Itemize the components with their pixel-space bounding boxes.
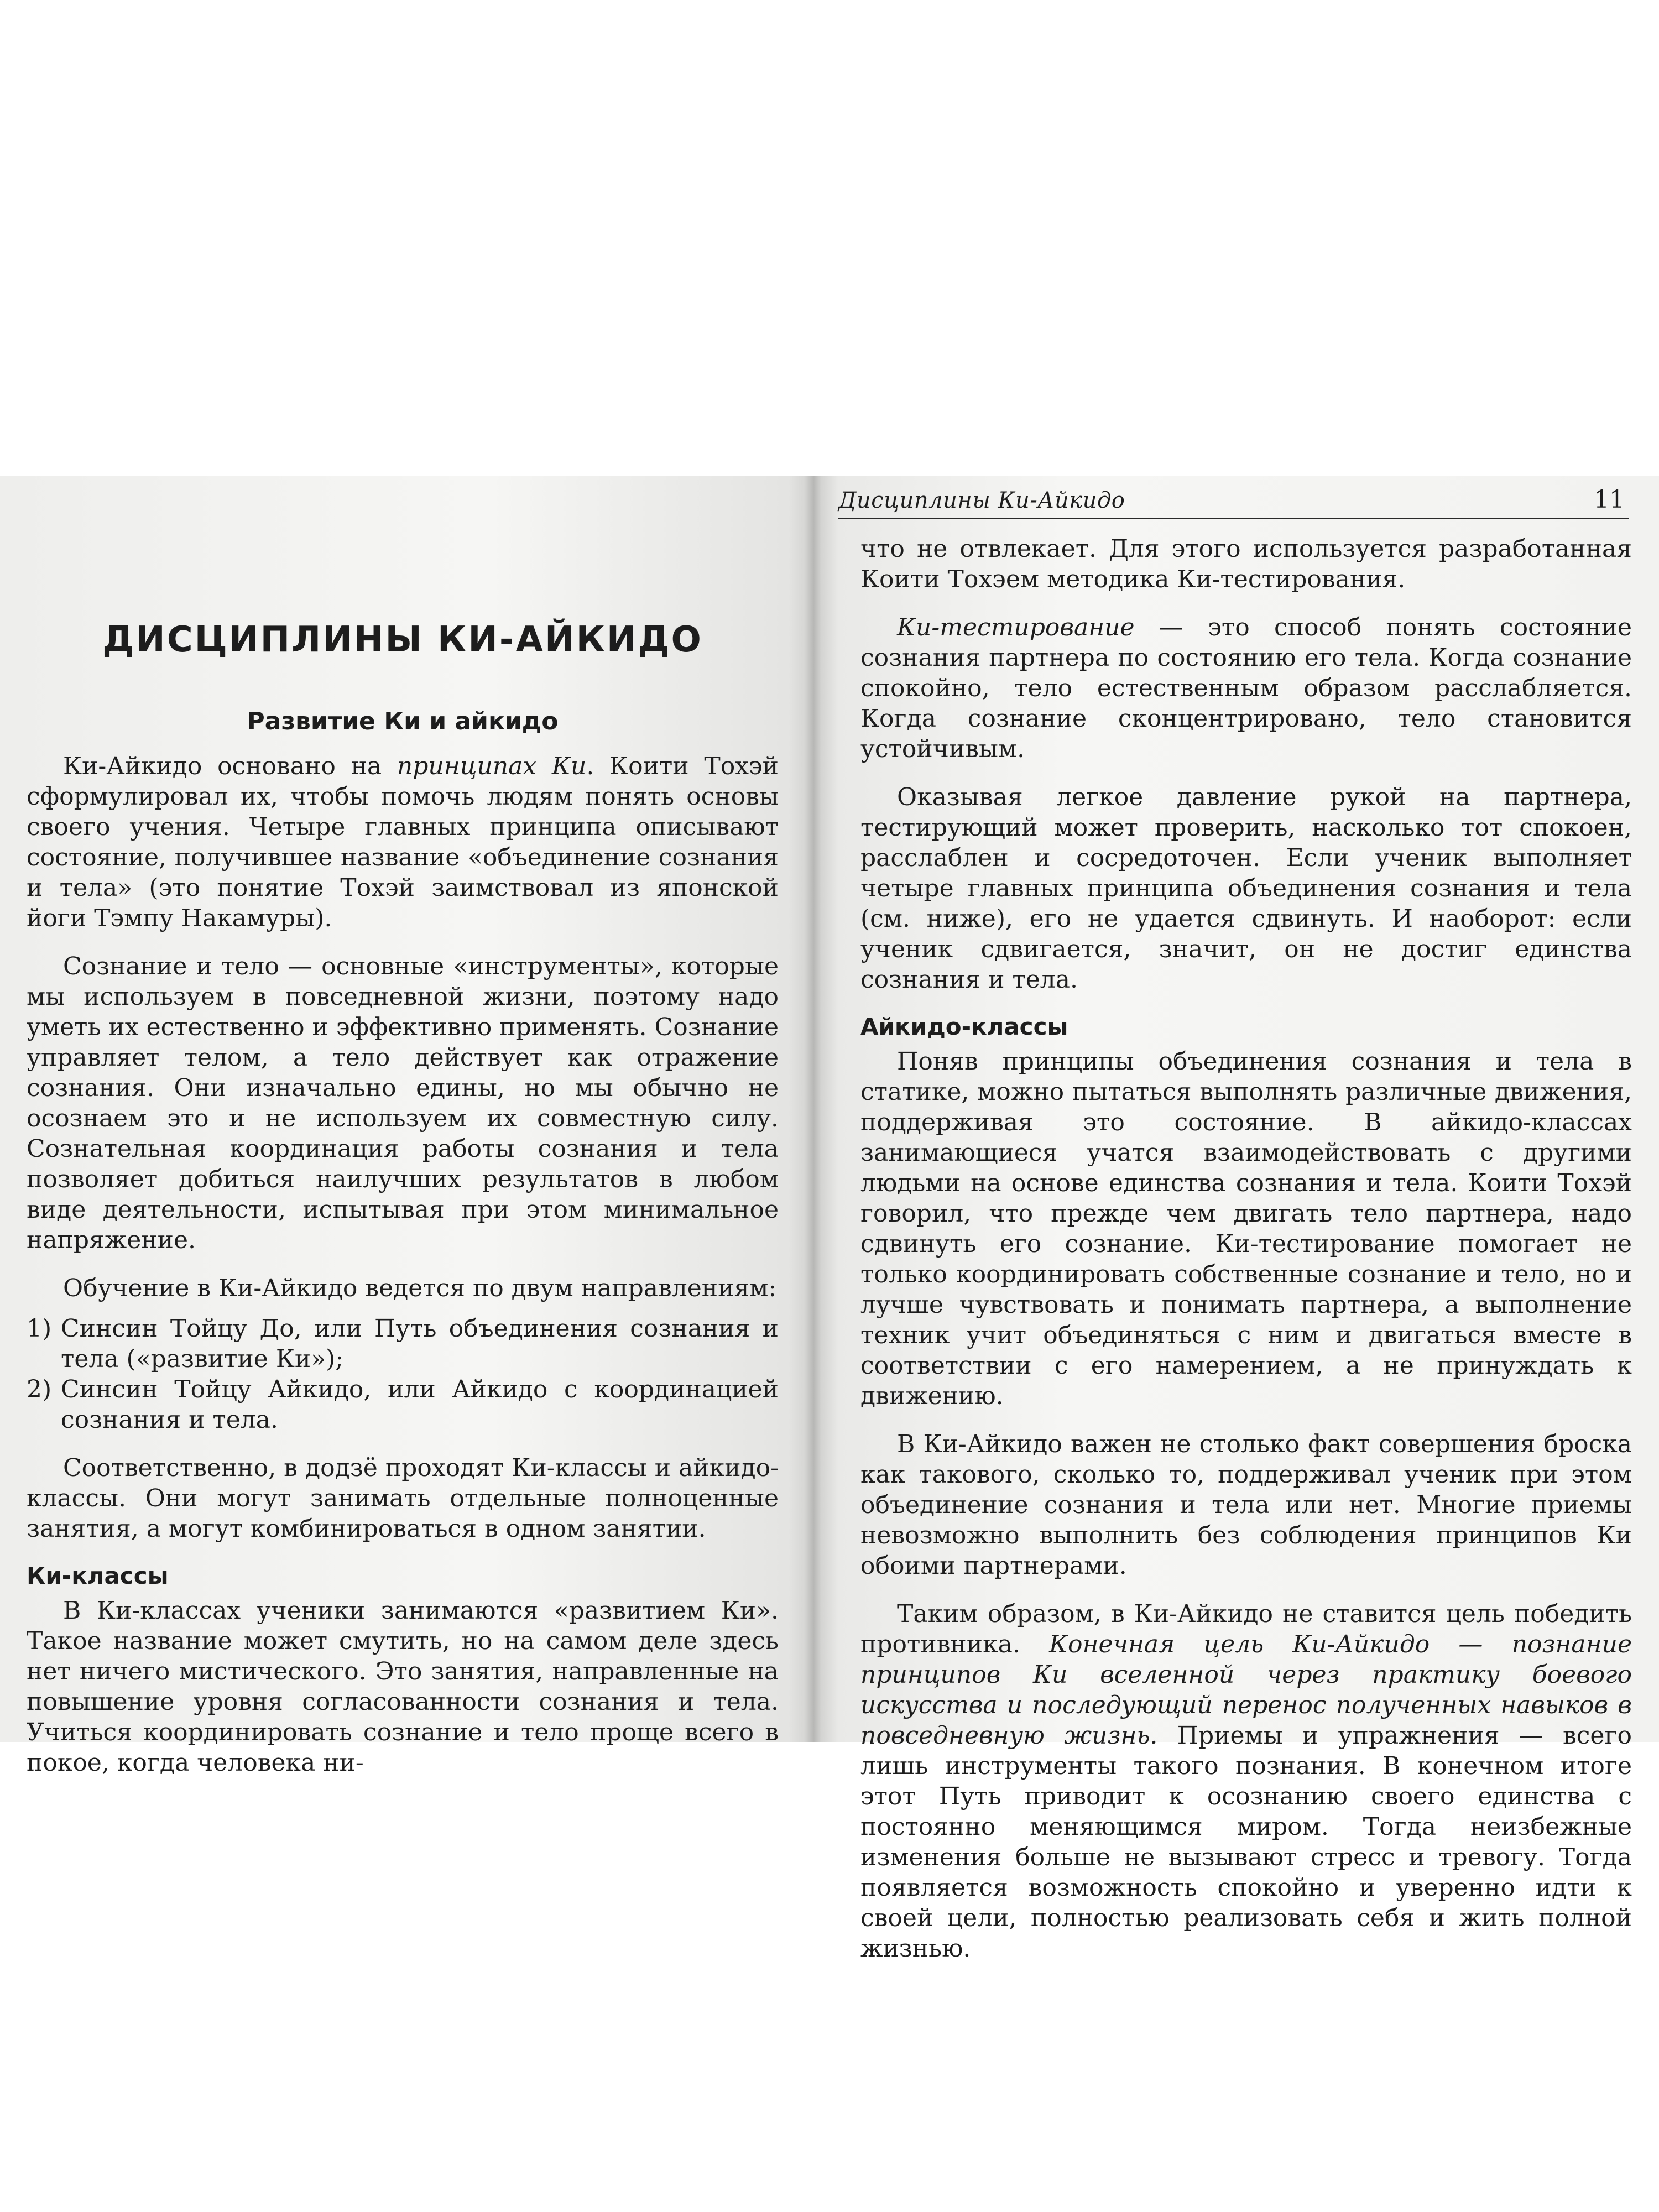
running-title: Дисциплины Ки-Айкидо <box>838 488 1125 513</box>
right-page <box>813 476 1659 1963</box>
italic-emphasis: Конечная цель Ки-Айкидо — познание принципов Ки вселенной через практику боевого искусства и последующий перенос полученных навыков в повседневную жизнь. <box>860 1630 1632 1750</box>
text-run: Таким образом, в Ки-Айкидо не ставится цель победить противника. <box>860 1600 1632 1658</box>
text-run: Ки-Айкидо основано на <box>63 752 397 780</box>
running-header <box>838 484 1629 519</box>
list-item <box>27 1374 779 1435</box>
paragraph: Оказывая легкое давление рукой на партнера, тестирующий может проверить, насколько тот спокоен, расслаблен и сосредоточен. Если ученик выполняет четыре главных принципа объединения сознания и тела (см. ниже), его не удается сдвинуть. И наоборот: если ученик сдвигается, значит, он не достиг единства сознания и тела. <box>860 783 1632 994</box>
paragraph: В Ки-Айкидо важен не столько факт совершения броска как такового, сколько то, поддерживал ученик при этом объединение сознания и тела или нет. Многие приемы невозможно выполнить без соблюдения принципов Ки обоими партнерами. <box>860 1430 1632 1580</box>
paragraph: Сознание и тело — основные «инструменты», которые мы используем в повседневной жизни, поэтому надо уметь их естественно и эффективно применять. Сознание управляет телом, а тело действует как отражение сознания. Они изначально едины, но мы обычно не осознаем это и не используем их совместную силу. Сознательная координация работы сознания и тела позволяет добиться наилучших результатов в любом виде деятельности, испытывая при этом минимальное напряжение. <box>27 952 779 1254</box>
text-run: — это способ понять состояние сознания партнера по состоянию его тела. Когда сознание спокойно, тело естественным образом расслабляется. Когда сознание сконцентрировано, тело становится устойчивым. <box>860 613 1632 763</box>
paragraph: В Ки-классах ученики занимаются «развитием Ки». Такое название может смутить, но на самом деле здесь нет ничего мистического. Это занятия, направленные на повышение уровня согласованности сознания и тела. Учиться координировать сознание и тело проще всего в покое, когда человека ни- <box>27 1597 779 1777</box>
chapter-title: ДИСЦИПЛИНЫ КИ-АЙКИДО <box>102 619 703 660</box>
subheading: Айкидо-классы <box>860 1013 1068 1040</box>
paragraph <box>860 1599 1632 1964</box>
book-gutter <box>805 476 821 1742</box>
list-number: 1) <box>27 1314 52 1343</box>
paragraph: Поняв принципы объединения сознания и тела в статике, можно пытаться выполнять различные движения, поддерживая это состояние. В айкидо-классах занимающиеся учатся взаимодействовать с другими людьми на основе единства сознания и тела. Коити Тохэй говорил, что прежде чем двигать тело партнера, надо сдвинуть его сознание. Ки-тестирование помогает не только координировать собственные сознание и тело, но и лучше чувствовать и понимать партнера, а выполнение техник учит объединяться с ним и двигаться вместе в соответствии с его намерением, а не принуждать к движению. <box>860 1047 1632 1410</box>
paragraph <box>860 612 1632 764</box>
left-page <box>0 476 813 1777</box>
text-run: Приемы и упражнения — всего лишь инструменты такого познания. В конечном итоге этот Путь приводит к осознанию своего единства с постоянно меняющимся миром. Тогда неизбежные изменения больше не вызывают стресс и тревогу. Тогда появляется возможность спокойно и уверенно идти к своей цели, полностью реализовать себя и жить полной жизнью. <box>860 1721 1632 1963</box>
subheading: Ки-классы <box>27 1562 169 1589</box>
section-title: Развитие Ки и айкидо <box>247 707 559 735</box>
right-page-body <box>860 534 1632 1964</box>
list-item-text: Синсин Тойцу До, или Путь объединения сознания и тела («развитие Ки»); <box>61 1314 779 1373</box>
list-item <box>27 1313 779 1374</box>
list-number: 2) <box>27 1375 52 1404</box>
text-run: . Коити Тохэй сформулировал их, чтобы помочь людям понять основы своего учения. Четыре главных принципа описывают состояние, получившее название «объединение сознания и тела» (это понятие Тохэй заимствовал из японской йоги Тэмпу Накамуры). <box>27 752 779 932</box>
list-item-text: Синсин Тойцу Айкидо, или Айкидо с координацией сознания и тела. <box>61 1375 779 1434</box>
book-spread <box>0 476 1659 1963</box>
page-number: 11 <box>1594 486 1625 514</box>
italic-term: принципах Ки <box>397 752 587 780</box>
paragraph: Обучение в Ки-Айкидо ведется по двум направлениям: <box>63 1274 777 1302</box>
left-page-body <box>27 619 779 1778</box>
paragraph: что не отвлекает. Для этого используется разработанная Коити Тохэем методика Ки-тестирования. <box>860 535 1632 593</box>
paragraph: Соответственно, в додзё проходят Ки-классы и айкидо-классы. Они могут занимать отдельные полноценные занятия, а могут комбинироваться в одном занятии. <box>27 1454 779 1543</box>
paragraph <box>27 751 779 933</box>
numbered-list <box>27 1313 779 1435</box>
italic-term: Ки-тестирование <box>897 613 1135 641</box>
